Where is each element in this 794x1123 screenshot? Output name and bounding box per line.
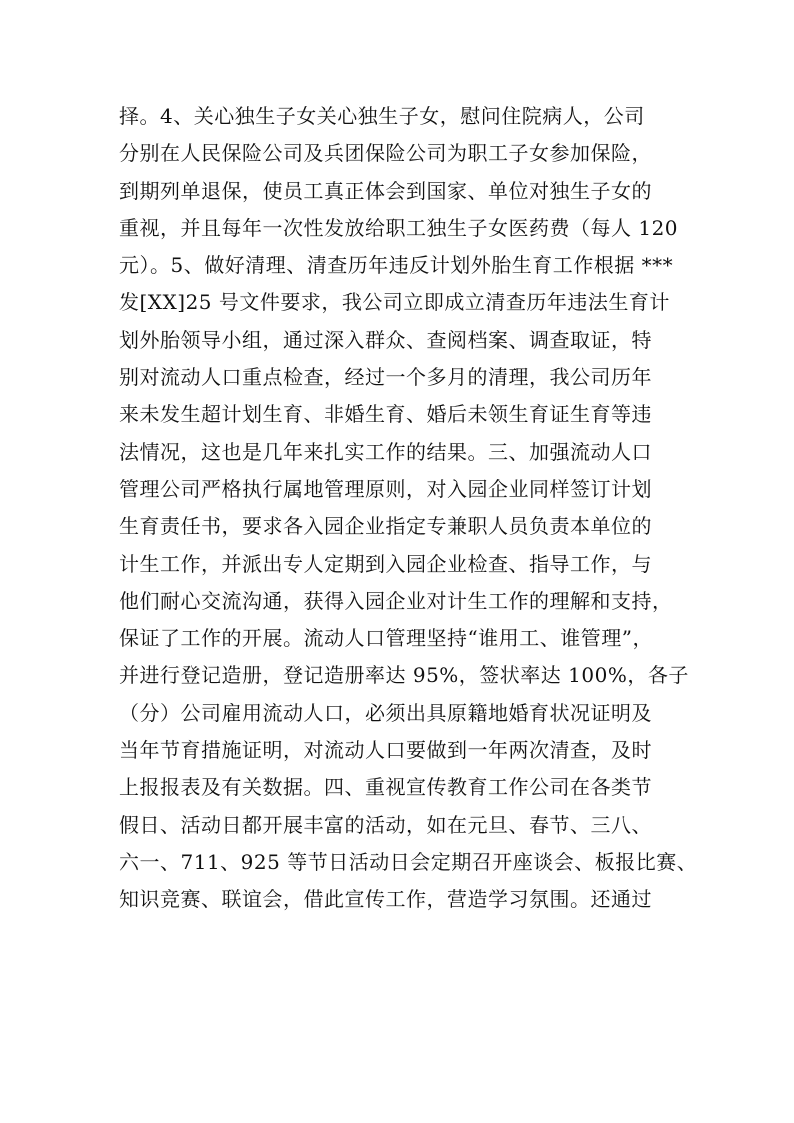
text-line: 重视，并且每年一次性发放给职工独生子女医药费（每人 120 (119, 215, 679, 240)
text-line: 到期列单退保，使员工真正体会到国家、单位对独生子女的 (119, 178, 652, 203)
text-line: 上报报表及有关数据。四、重视宣传教育工作公司在各类节 (119, 775, 652, 800)
text-line: 管理公司严格执行属地管理原则，对入园企业同样签订计划 (119, 476, 652, 501)
text-line: （分）公司雇用流动人口，必须出具原籍地婚育状况证明及 (119, 700, 652, 725)
text-line: 保证了工作的开展。流动人口管理坚持“谁用工、谁管理”， (119, 626, 653, 651)
text-line: 来未发生超计划生育、非婚生育、婚后未领生育证生育等违 (119, 402, 652, 427)
text-line: 生育责任书，要求各入园企业指定专兼职人员负责本单位的 (119, 514, 652, 539)
text-line: 法情况，这也是几年来扎实工作的结果。三、加强流动人口 (119, 439, 652, 464)
text-line: 六一、711、925 等节日活动日会定期召开座谈会、板报比赛、 (119, 849, 698, 874)
text-line: 知识竞赛、联谊会，借此宣传工作，营造学习氛围。还通过 (119, 887, 652, 912)
text-line: 分别在人民保险公司及兵团保险公司为职工子女参加保险， (119, 141, 652, 166)
text-line: 假日、活动日都开展丰富的活动，如在元旦、春节、三八、 (119, 812, 652, 837)
text-line: 划外胎领导小组，通过深入群众、查阅档案、调查取证，特 (119, 327, 652, 352)
text-line: 当年节育措施证明，对流动人口要做到一年两次清查，及时 (119, 738, 652, 763)
text-line: 别对流动人口重点检查，经过一个多月的清理，我公司历年 (119, 365, 652, 390)
text-line: 发[XX]25 号文件要求，我公司立即成立清查历年违法生育计 (119, 290, 670, 315)
text-line: 计生工作，并派出专人定期到入园企业检查、指导工作，与 (119, 551, 652, 576)
body-text (119, 98, 698, 919)
text-line: 并进行登记造册，登记造册率达 95%，签状率达 100%，各子 (119, 663, 689, 688)
text-line: 他们耐心交流沟通，获得入园企业对计生工作的理解和支持， (119, 588, 673, 613)
text-line: 元）。5、做好清理、清查历年违反计划外胎生育工作根据 *** (119, 253, 674, 278)
text-line: 择。4、关心独生子女关心独生子女，慰问住院病人，公司 (119, 104, 645, 128)
